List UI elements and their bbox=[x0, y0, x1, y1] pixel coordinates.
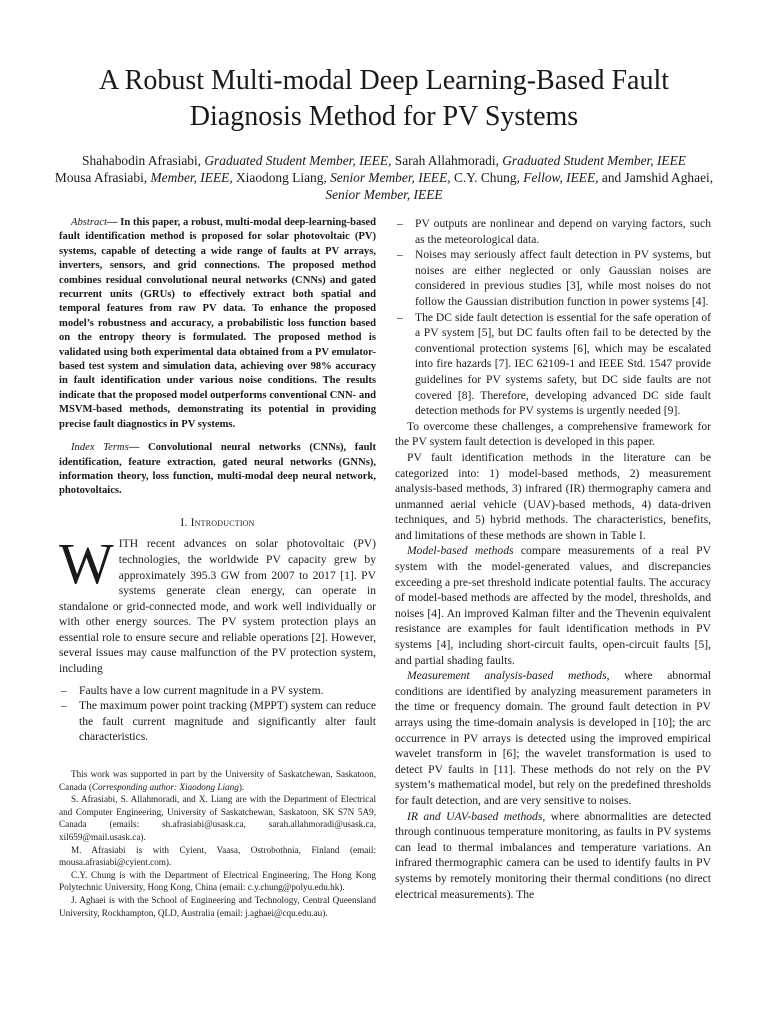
footnotes bbox=[59, 768, 376, 919]
paragraph-text: compare measurements of a real PV system with the model-generated values, and discrepancies exceeding a pre-set threshold indicate potential faults. The accuracy of model-based methods are affected by the model, thresholds, and noises [4]. An improved Kalman filter and the Thevenin equivalent resistance are examples for fault identification methods in PV systems [4], including short-circuit faults, open-circuit faults [5], and partial shading faults. bbox=[395, 544, 711, 667]
body-paragraph: PV fault identification methods in the literature can be categorized into: 1) model-based methods, 2) measurement analysis-based methods, 3) infrared (IR) thermography camera and unmanned aerial vehicle (UAV)-based methods, 4) data-driven techniques, and 5) hybrid methods. The characteristics, benefits, and limitations of these methods are shown in Table I. bbox=[395, 450, 711, 542]
list-item bbox=[59, 698, 376, 745]
corresponding-author: Corresponding author: Xiaodong Liang bbox=[91, 781, 239, 792]
paragraph-lead: Model-based methods bbox=[407, 544, 514, 558]
section-number: I. bbox=[180, 515, 191, 529]
author-name: , C.Y. Chung, bbox=[447, 170, 524, 185]
abstract-lead: Abstract bbox=[71, 217, 107, 228]
author-name: and Jamshid Aghaei, bbox=[598, 170, 714, 185]
author-role: Graduated Student Member, IEEE bbox=[204, 153, 389, 168]
paper-title: A Robust Multi-modal Deep Learning-Based Fault Diagnosis Method for PV Systems bbox=[98, 65, 670, 132]
dash-marker: – bbox=[397, 217, 403, 230]
index-terms-lead: Index Terms bbox=[71, 442, 129, 454]
right-bullet-list bbox=[395, 216, 711, 419]
abstract bbox=[59, 216, 376, 432]
body-paragraph bbox=[395, 809, 711, 903]
body-paragraph: To overcome these challenges, a comprehensive framework for the PV system fault detection is developed in this paper. bbox=[395, 419, 711, 449]
dash-marker: – bbox=[397, 248, 403, 262]
section-name: Introduction bbox=[190, 515, 255, 529]
footnote-affiliation: S. Afrasiabi, S. Allahmoradi, and X. Liang are with the Department of Electrical and Computer Engineering, University of Saskatchewan, Saskatoon, SK S7N 5A9, Canada (emails: sh.afrasiabi@usask.ca, sarah.allahmoradi@usask.ca, xil659@mail.usask.ca). bbox=[59, 794, 376, 842]
author-role: Member, IEEE bbox=[150, 170, 230, 185]
author-name: Shahabodin Afrasiabi, bbox=[82, 153, 205, 168]
paragraph-lead: IR and UAV-based methods bbox=[407, 809, 543, 823]
paragraph-lead: Measurement analysis-based methods bbox=[407, 669, 607, 683]
footnote-text: ). bbox=[238, 781, 245, 792]
left-bullet-list bbox=[59, 683, 376, 745]
list-item bbox=[59, 683, 376, 699]
intro-text: ITH recent advances on solar photovoltaic (PV) technologies, the worldwide PV capacity grew by approximately 395.3 GW from 2007 to 2017 [1]. PV systems generate clean energy, can operate in standalone or grid-connected mode, and work well individually or with other energy sources. The PV system protection plays an essential role to ensure secure and reliable operations [2]. However, several issues may cause malfunction of the PV protection system, including bbox=[59, 537, 376, 676]
author-role: Graduated Student Member, IEEE bbox=[502, 153, 686, 168]
dash-marker: – bbox=[61, 699, 67, 713]
list-item-text: Faults have a low current magnitude in a PV system. bbox=[79, 683, 324, 697]
footnote-affiliation: J. Aghaei is with the School of Engineering and Technology, Central Queensland University, Rockhampton, QLD, Australia (email: j.aghaei@cqu.edu.au). bbox=[59, 894, 376, 918]
footnote-text: This work was supported in part by the University of Saskatchewan, Saskatoon, Canada ( bbox=[59, 769, 376, 792]
list-item-text: PV outputs are nonlinear and depend on varying factors, such as the meteorological data. bbox=[415, 217, 711, 246]
list-item-text: The DC side fault detection is essential for the safe operation of a PV system [5], but DC faults often fail to be detected by the conventional protection systems [6], which may be escalated into fire hazards [7]. IEC 62109-1 and IEEE Std. 1547 provide guidelines for PV systems safety, but DC side faults are not covered [8]. Therefore, developing advanced DC side fault detection methods for PV systems is urgently needed [9]. bbox=[415, 310, 711, 418]
index-terms bbox=[59, 441, 376, 499]
right-column bbox=[395, 216, 711, 902]
dash-marker: – bbox=[397, 310, 403, 324]
author-name: , Xiaodong Liang, bbox=[229, 170, 331, 185]
intro-paragraph bbox=[59, 531, 376, 676]
author-role: Senior Member, IEEE bbox=[330, 170, 448, 185]
list-item bbox=[395, 310, 711, 419]
paragraph-text: , where abnormal conditions are identified by analyzing measurement parameters in the time or frequency domain. The ground fault detection in PV arrays using the time-domain analysis is developed in [10]; the arc occurrence in PV arrays is detected using the improved empirical wavelet transform in [6]; the wavelet transformation is used to detect PV faults in [11]. These methods do not rely on the PV system’s mathematical model, but rely on the predefined thresholds for fault detection, and are very sensitive to noises. bbox=[395, 669, 711, 807]
dash-marker: – bbox=[61, 683, 67, 697]
footnote-affiliation: M. Afrasiabi is with Cyient, Vaasa, Ostrobothnia, Finland (email: mousa.afrasiabi@cyient.com). bbox=[59, 844, 376, 868]
author-name: , Sarah Allahmoradi, bbox=[388, 153, 503, 168]
paragraph-text: , where abnormalities are detected through continuous temperature monitoring, as faults in PV systems can lead to thermal imbalances and temperature variations. An infrared thermographic camera can be used to identify faults in PV systems by remotely monitoring their thermal conditions (no direct electrical measurements). The bbox=[395, 809, 711, 901]
drop-cap: W bbox=[59, 531, 114, 597]
body-paragraph bbox=[395, 543, 711, 668]
footnote-affiliation: C.Y. Chung is with the Department of Electrical Engineering, The Hong Kong Polytechnic University, Hong Kong, China (email: c.y.chung@polyu.edu.hk). bbox=[59, 869, 376, 893]
list-item bbox=[395, 247, 711, 309]
index-terms-text: — Convolutional neural networks (CNNs), fault identification, feature extraction, gated neural networks (GNNs), information theory, loss function, multi-modal deep neural network, photovoltaics. bbox=[59, 442, 376, 497]
author-list bbox=[52, 152, 716, 203]
abstract-text: — In this paper, a robust, multi-modal deep-learning-based fault identification method is proposed for solar photovoltaic (PV) systems, capable of detecting a wide range of faults at PV arrays, inverters, sensors, and grid connections. The proposed method combines residual convolutional neural networks (CNNs) and gated recurrent units (GRUs) to effectively extract both spatial and temporal features from raw PV data. To enhance the proposed model’s robustness and accuracy, a probabilistic loss function based on the entropy theory is formulated. The proposed method is validated using both experimental data obtained from a PV emulator-based test system and simulation data, achieving over 98% accuracy in fault identification under various noise conditions. The results indicate that the proposed model outperforms conventional CNN- and MSVM-based methods, demonstrating its potential in providing precise fault diagnostics in PV systems. bbox=[59, 217, 376, 430]
footnote-funding bbox=[59, 768, 376, 793]
author-role: Fellow, IEEE, bbox=[523, 170, 599, 185]
list-item bbox=[395, 216, 711, 247]
author-name: Mousa Afrasiabi, bbox=[54, 170, 151, 185]
section-heading bbox=[59, 515, 376, 531]
author-role: Senior Member, IEEE bbox=[325, 187, 443, 202]
body-paragraph bbox=[395, 668, 711, 808]
left-column bbox=[59, 216, 376, 745]
list-item-text: Noises may seriously affect fault detection in PV systems, but noises are either neglected or only Gaussian noises are considered in previous studies [3], while most noises do not follow the Gaussian distribution function in power systems [4]. bbox=[415, 248, 711, 308]
list-item-text: The maximum power point tracking (MPPT) system can reduce the fault current magnitude and significantly alter fault characteristics. bbox=[79, 699, 376, 744]
